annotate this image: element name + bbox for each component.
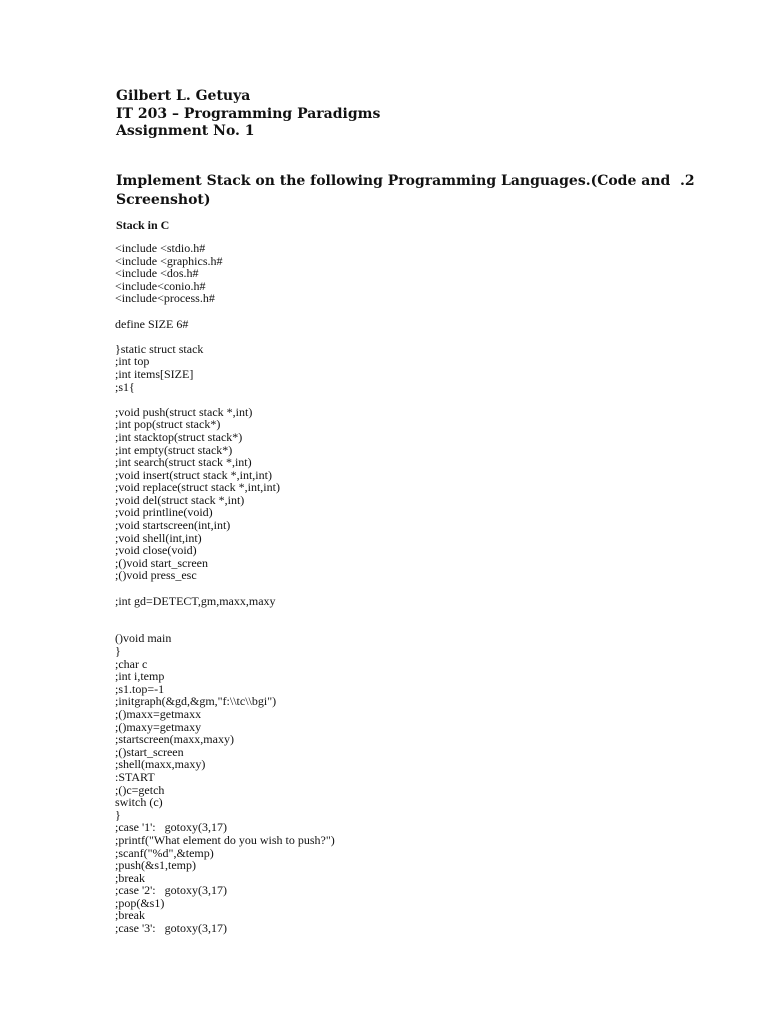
- code-line: ;int stacktop(struct stack*): [115, 429, 243, 444]
- code-line: <include<conio.h#: [115, 278, 206, 293]
- code-line: ;void del(struct stack *,int): [115, 492, 245, 507]
- code-line: ;break: [115, 908, 145, 923]
- code-line: :START: [115, 769, 155, 784]
- code-line: ;int i,temp: [115, 669, 165, 684]
- code-line: ;char c: [115, 656, 148, 671]
- code-line: ;startscreen(maxx,maxy): [115, 732, 234, 747]
- code-line: ;()c=getch: [115, 782, 165, 797]
- code-line: <include <stdio.h#: [115, 241, 206, 255]
- code-line: switch (c): [115, 795, 163, 810]
- section-title: Stack in C: [116, 218, 170, 232]
- code-line: ;void printline(void): [115, 505, 213, 520]
- code-line: ;void close(void): [115, 543, 197, 558]
- code-line: ;void startscreen(int,int): [115, 518, 231, 533]
- code-line: <include<process.h#: [115, 291, 215, 306]
- code-line: ;case '3': gotoxy(3,17): [115, 921, 227, 936]
- code-line: ;s1{: [115, 379, 135, 394]
- code-line: ;printf("What element do you wish to push?"): [115, 832, 335, 847]
- code-line: ;int pop(struct stack*): [115, 417, 221, 432]
- code-line: ;int top: [115, 354, 150, 369]
- code-line: [115, 582, 335, 595]
- task-heading: [116, 172, 695, 210]
- code-line: <include <dos.h#: [115, 266, 199, 281]
- code-line: ;shell(maxx,maxy): [115, 757, 206, 772]
- code-line: ;break: [115, 870, 145, 885]
- code-line: ;scanf("%d",&temp): [115, 845, 214, 860]
- code-line: ;int items[SIZE]: [115, 366, 194, 381]
- code-line: ;()maxy=getmaxy: [115, 719, 202, 734]
- code-line: define SIZE 6#: [115, 316, 189, 331]
- code-line: ;void insert(struct stack *,int,int): [115, 467, 272, 482]
- code-line: ;push(&s1,temp): [115, 858, 196, 873]
- code-line: ;()maxx=getmaxx: [115, 706, 202, 721]
- task-heading-line-1: Implement Stack on the following Programming Languages.(Code and .2: [116, 173, 695, 189]
- code-line: ()void main: [115, 631, 172, 646]
- code-line: ;()void press_esc: [115, 568, 197, 583]
- code-line: ;int empty(struct stack*): [115, 442, 233, 457]
- code-line: ;void replace(struct stack *,int,int): [115, 480, 280, 495]
- code-line: ;void shell(int,int): [115, 530, 202, 545]
- task-heading-line-2: Screenshot): [116, 192, 211, 208]
- code-line: }: [115, 807, 121, 822]
- code-line: ;initgraph(&gd,&gm,"f:\\tc\\bgi"): [115, 694, 277, 709]
- code-line: ;case '1': gotoxy(3,17): [115, 820, 227, 835]
- code-listing: [115, 242, 335, 935]
- code-line: }: [115, 644, 121, 658]
- code-line: ;int search(struct stack *,int): [115, 455, 252, 470]
- code-line: ;void push(struct stack *,int): [115, 404, 253, 419]
- code-line: ;case '2': gotoxy(3,17): [115, 883, 227, 898]
- code-line: ;pop(&s1): [115, 895, 165, 910]
- code-line: <include <graphics.h#: [115, 253, 223, 268]
- code-line: [115, 393, 335, 406]
- code-line: ;()void start_screen: [115, 555, 208, 570]
- code-line: [115, 607, 335, 620]
- code-line: }static struct stack: [115, 341, 204, 356]
- course-title: IT 203 – Programming Paradigms: [116, 105, 381, 122]
- code-line: ;s1.top=-1: [115, 681, 165, 696]
- code-line: [115, 305, 335, 318]
- code-line: ;int gd=DETECT,gm,maxx,maxy: [115, 593, 276, 608]
- code-line: [115, 330, 335, 343]
- assignment-number: Assignment No. 1: [116, 123, 255, 139]
- code-line: ;()start_screen: [115, 744, 184, 759]
- document-header: [116, 88, 380, 141]
- author-name: Gilbert L. Getuya: [116, 88, 251, 104]
